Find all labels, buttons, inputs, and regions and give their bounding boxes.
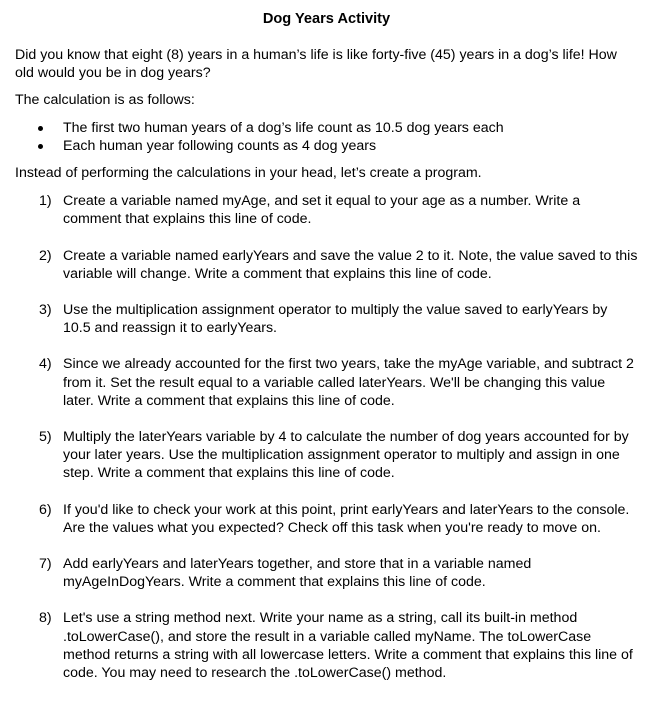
step-number: 8) bbox=[39, 610, 52, 627]
bullet-text: The first two human years of a dog’s life count as 10.5 dog years each bbox=[63, 119, 504, 136]
step-item bbox=[15, 501, 638, 537]
step-number: 1) bbox=[39, 193, 52, 210]
step-text: Since we already accounted for the first two years, take the myAge variable, and subtract 2 from it. Set the result equal to a variable called laterYears. We'll be changing this value later. Write a comment that explains this line of code. bbox=[63, 356, 634, 409]
page-title: Dog Years Activity bbox=[262, 11, 391, 27]
step-number: 6) bbox=[39, 501, 52, 518]
step-item bbox=[15, 428, 638, 483]
step-number: 7) bbox=[39, 556, 52, 573]
step-text: Add earlyYears and laterYears together, and store that in a variable named myAgeInDogYears. Write a comment that explains this line of code. bbox=[63, 556, 532, 591]
step-number: 4) bbox=[39, 356, 52, 373]
step-item bbox=[15, 192, 638, 228]
step-number: 3) bbox=[39, 302, 52, 319]
step-item bbox=[15, 355, 638, 410]
step-text: If you'd like to check your work at this point, print earlyYears and laterYears to the console. Are the values what you expected? Check off this task when you're ready to move on. bbox=[63, 501, 630, 536]
step-text: Use the multiplication assignment operator to multiply the value saved to earlyYears by 10.5 and reassign it to earlyYears. bbox=[63, 302, 608, 337]
step-item bbox=[15, 301, 638, 337]
bullet-dot-icon bbox=[38, 126, 43, 131]
intro-paragraph: Did you know that eight (8) years in a human’s life is like forty-five (45) years in a dog’s life! How old would you be in dog years? bbox=[15, 47, 617, 82]
step-text: Let's use a string method next. Write your name as a string, call its built-in method .toLowerCase(), and store the result in a variable called myName. The toLowerCase method returns a string with all lowercase letters. Write a comment that explains this line of code. You may need to research the .toLowerCase() method. bbox=[63, 610, 633, 682]
bullet-text: Each human year following counts as 4 dog years bbox=[63, 137, 377, 154]
step-item bbox=[15, 609, 638, 682]
steps-list bbox=[15, 192, 638, 682]
step-item bbox=[15, 555, 638, 591]
step-text: Create a variable named earlyYears and save the value 2 to it. Note, the value saved to this variable will change. Write a comment that explains this line of code. bbox=[63, 247, 638, 282]
step-item bbox=[15, 247, 638, 283]
calculation-bullet-list bbox=[15, 119, 638, 155]
bullet-item bbox=[15, 137, 638, 155]
bullet-dot-icon bbox=[38, 144, 43, 149]
step-text: Multiply the laterYears variable by 4 to calculate the number of dog years accounted for by your later years. Use the multiplication assignment operator to multiply and assign in one step. Write a comment that explains this line of code. bbox=[63, 429, 629, 482]
instead-paragraph: Instead of performing the calculations in your head, let’s create a program. bbox=[15, 165, 482, 182]
step-number: 2) bbox=[39, 247, 52, 264]
bullet-item bbox=[15, 119, 638, 137]
step-number: 5) bbox=[39, 429, 52, 446]
step-text: Create a variable named myAge, and set it equal to your age as a number. Write a comment that explains this line of code. bbox=[63, 193, 581, 228]
calculation-heading: The calculation is as follows: bbox=[15, 92, 195, 109]
